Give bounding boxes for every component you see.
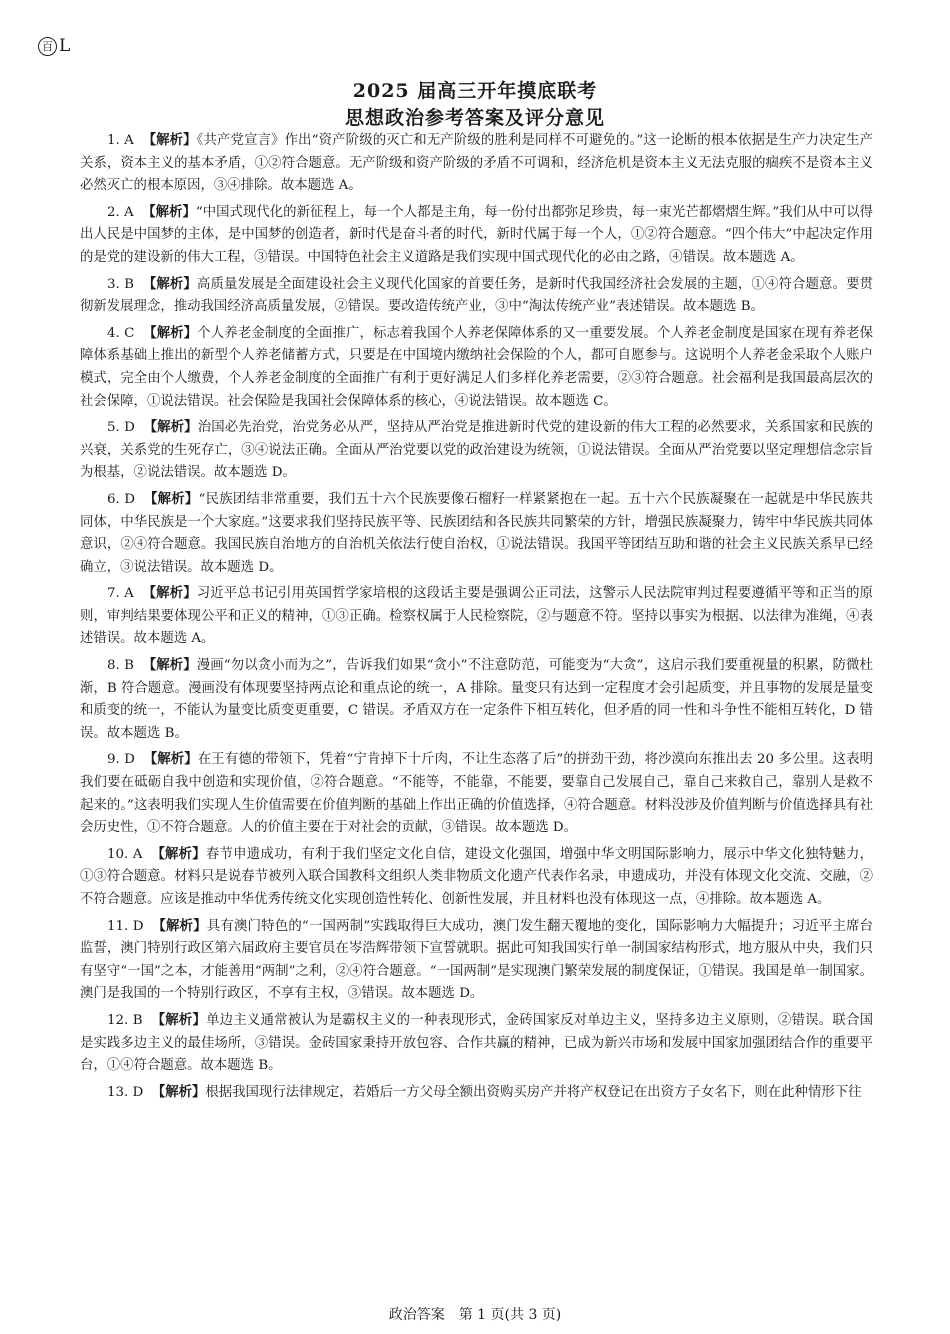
answer-item [80, 654, 873, 745]
answer-text: “民族团结非常重要，我们五十六个民族要像石榴籽一样紧紧抱在一起。五十六个民族凝聚在一起就是中华民族共同体，中华民族是一个大家庭。”这要求我们坚持民族平等、民族团结和各民族共同繁荣的方针，增强民族凝聚力，铸牢中华民族共同体意识，②④符合题意。我国民族自治地方的自治机关依法行使自治权，①说法错误。我国平等团结互助和谐的社会主义民族关系早已经确立，③说法错误。故本题选 D。 [80, 491, 874, 575]
answer-text: 单边主义通常被认为是霸权主义的一种表现形式，金砖国家反对单边主义，坚持多边主义原则，②错误。联合国是实践多边主义的最佳场所，③错误。金砖国家秉持开放包容、合作共赢的精神，已成为新兴市场和发展中国家加强团结合作的重要平台，①④符合题意。故本题选 B。 [80, 1012, 873, 1074]
answer-text: 高质量发展是全面建设社会主义现代化国家的首要任务，是新时代我国经济社会发展的主题，①④符合题意。要贯彻新发展理念，推动我国经济高质量发展，②错误。要改造传统产业，③中“淘汰传统产业”表述错误。故本题选 B。 [80, 276, 874, 315]
answer-item [80, 488, 873, 579]
answer-number: 8. B [107, 658, 134, 674]
analysis-tag: 【解析】 [142, 657, 197, 674]
answer-number: 7. A [107, 586, 134, 602]
answer-item [80, 582, 873, 651]
answer-item [80, 915, 873, 1006]
corner-mark [38, 36, 70, 56]
answer-item [80, 273, 873, 319]
analysis-tag: 【解析】 [142, 275, 197, 292]
answer-item [80, 1009, 873, 1078]
analysis-tag: 【解析】 [151, 1011, 207, 1028]
answer-text: 习近平总书记引用英国哲学家培根的这段话主要是强调公正司法，这警示人民法院审判过程要遵循平等和正当的原则，审判结果要体现公平和正义的精神，①③正确。检察权属于人民检察院，②与题意不符。坚持以事实为根据、以法律为准绳，④表述错误。故本题选 A。 [80, 586, 874, 647]
answer-text: 治国必先治党，治党务必从严，坚持从严治党是推进新时代党的建设新的伟大工程的必然要求，关系国家和民族的兴衰，关系党的生死存亡，③④说法正确。全面从严治党要以党的政治建设为统领，①说法错误。全面从严治党要以坚定理想信念宗旨为根基，②说法错误。故本题选 D。 [80, 420, 873, 481]
answer-item [80, 1081, 873, 1105]
answer-number: 2. A [107, 204, 134, 220]
answer-text: 漫画“勿以贪小而为之”，告诉我们如果“贪小”不注意防范，可能变为“大贪”，这启示我们要重视量的积累，防微杜渐，B 符合题意。漫画没有体现要坚持两点论和重点论的统一，A 排除。量变只有达到一定程度才会引起质变，并且事物的发展是量变和质变的统一，不能认为量变比质变更重要，C 错误。矛盾双方在一定条件下相互转化，但矛盾的同一性和斗争性不能相互转化，D 错误。故本题选 B。 [80, 658, 874, 741]
answer-subtitle: 思想政治参考答案及评分意见 [344, 107, 605, 129]
answer-item [80, 129, 873, 198]
analysis-tag: 【解析】 [142, 585, 197, 602]
answer-text: 具有澳门特色的“一国两制”实践取得巨大成功，澳门发生翻天覆地的变化，国际影响力大幅提升；习近平主席台监誓，澳门特别行政区第六届政府主要官员在岑浩辉带领下宣誓就职。据此可知我国实行单一制国家结构形式，地方服从中央，我们只有坚守“一国”之本，才能善用“两制”之利，②④符合题意。“一国两制”是实现澳门繁荣发展的制度保证，①错误。我国是单一制国家。澳门是我国的一个特别行政区，不享有主权，③错误。故本题选 D。 [80, 918, 874, 1002]
answer-text: 根据我国现行法律规定，若婚后一方父母全额出资购买房产并将产权登记在出资方子女名下，则在此种情形下往 [205, 1084, 862, 1100]
page-footer: 政治答案 第 1 页(共 3 页) [388, 1307, 562, 1323]
answer-item [80, 201, 873, 270]
corner-letter: L [59, 36, 71, 56]
exam-title: 2025 届高三开年摸底联考 [352, 80, 598, 102]
answer-number: 4. C [107, 325, 135, 341]
answer-number: 3. B [107, 276, 135, 292]
answer-text: 个人养老金制度的全面推广，标志着我国个人养老保障体系的又一重要发展。个人养老金制度是国家在现有养老保障体系基础上推出的新型个人养老储蓄方式，只要是在中国境内缴纳社会保险的个人，都可自愿参与。这说明个人养老金采取个人账户模式，完全由个人缴费，个人养老金制度的全面推广有利于更好满足人们多样化养老需要，②③符合题意。社会福利是我国最高层次的社会保障，①说法错误。社会保险是我国社会保障体系的核心，④说法错误。故本题选 C。 [80, 325, 874, 409]
answer-text: 《共产党宣言》作出“资产阶级的灭亡和无产阶级的胜利是同样不可避免的。”这一论断的根本依据是生产力决定生产关系，资本主义的基本矛盾，①②符合题意。无产阶级和资产阶级的矛盾不可调和，经济危机是资本主义无法克服的痼疾不是资本主义必然灭亡的根本原因，③④排除。故本题选 A。 [80, 133, 874, 194]
answer-item [80, 748, 873, 839]
answer-number: 1. A [107, 133, 134, 148]
answer-text: 在王有德的带领下，凭着“宁肯掉下十斤肉，不让生态落了后”的拼劲干劲，将沙漠向东推出去 20 多公里。这表明我们要在砥砺自我中创造和实现价值，②符合题意。“不能等，不能靠，不能要，要靠自己发展自己，靠自己来救自己，靠别人是救不起来的。”这表明我们实现人生价值需要在价值判断的基础上作出正确的价值选择，④符合题意。材料没涉及价值判断与价值选择具有社会历史性，①不符合题意。人的价值主要在于对社会的贡献，③错误。故本题选 D。 [80, 752, 873, 836]
answer-list [80, 129, 873, 1107]
answer-number: 12. B [107, 1012, 143, 1028]
analysis-tag: 【解析】 [142, 203, 196, 220]
seal-icon: 百 [38, 37, 57, 56]
answer-number: 5. D [107, 420, 135, 436]
answer-text: 春节申遗成功，有利于我们坚定文化自信，建设文化强国，增强中华文明国际影响力，展示中华文化独特魅力，①③符合题意。材料只是说春节被列入联合国教科文组织人类非物质文化遗产代表作名录，申遗成功，并没有体现文化交流、交融，②不符合题意。应该是推动中华优秀传统文化实现创造性转化、创新性发展，并且材料也没有体现这一点，④排除。故本题选 A。 [80, 846, 874, 907]
answer-number: 13. D [107, 1084, 144, 1100]
answer-item [80, 416, 873, 485]
answer-item [80, 322, 873, 413]
analysis-tag: 【解析】 [151, 1083, 206, 1100]
analysis-tag: 【解析】 [142, 132, 197, 148]
analysis-tag: 【解析】 [143, 751, 198, 768]
answer-number: 9. D [107, 752, 135, 768]
analysis-tag: 【解析】 [143, 419, 198, 436]
answer-number: 6. D [107, 491, 136, 507]
answer-number: 10. A [107, 846, 143, 862]
analysis-tag: 【解析】 [151, 845, 206, 862]
answer-number: 11. D [107, 918, 144, 934]
analysis-tag: 【解析】 [144, 490, 199, 507]
answer-item [80, 843, 873, 912]
analysis-tag: 【解析】 [143, 324, 198, 341]
analysis-tag: 【解析】 [152, 917, 207, 934]
answer-text: “中国式现代化的新征程上，每一个人都是主角，每一份付出都弥足珍贵，每一束光芒都熠熠生辉。”我们从中可以得出人民是中国梦的主体，是中国梦的创造者，新时代是奋斗者的时代，新时代属于每一个人，①②符合题意。“四个伟大”中起决定作用的是党的建设新的伟大工程，③错误。中国特色社会主义道路是我们实现中国式现代化的必由之路，④错误。故本题选 A。 [80, 204, 874, 265]
